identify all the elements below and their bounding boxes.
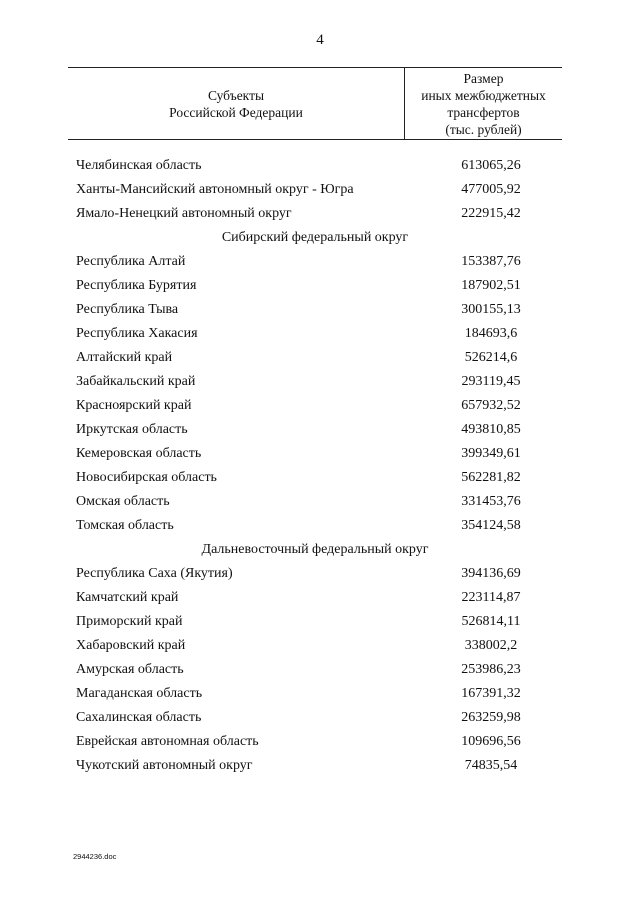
region-name: Камчатский край [76,590,179,605]
transfer-amount: 263259,98 [461,710,521,725]
table-row [68,706,562,730]
transfers-table [68,67,562,778]
table-row [68,466,562,490]
region-name: Хабаровский край [76,638,186,653]
region-name: Кемеровская область [76,446,202,461]
region-name: Республика Хакасия [76,326,198,341]
transfer-amount: 526814,11 [461,614,521,629]
region-name: Республика Бурятия [76,278,197,293]
region-name: Иркутская область [76,422,188,437]
region-name: Еврейская автономная область [76,734,259,749]
table-header [68,67,562,140]
region-name: Омская область [76,494,170,509]
region-name: Ханты-Мансийский автономный округ - Югра [76,182,354,197]
transfer-amount: 399349,61 [461,446,521,461]
table-row [68,610,562,634]
region-name: Республика Саха (Якутия) [76,566,233,581]
table-row [68,658,562,682]
section-heading: Дальневосточный федеральный округ [201,542,429,557]
transfer-amount: 331453,76 [461,494,521,509]
transfer-amount: 222915,42 [461,206,521,221]
region-name: Томская область [76,518,174,533]
table-row [68,586,562,610]
page-number: 4 [316,32,324,48]
region-name: Приморский край [76,614,183,629]
region-name: Амурская область [76,662,184,677]
region-name: Магаданская область [76,686,203,701]
table-row [68,394,562,418]
transfer-amount: 394136,69 [461,566,521,581]
table-row [68,154,562,178]
transfer-amount: 300155,13 [461,302,521,317]
header-amount: Размер иных межбюджетных трансфертов (тыс. рублей) [421,70,546,137]
transfer-amount: 657932,52 [461,398,521,413]
region-name: Забайкальский край [76,374,196,389]
region-name: Алтайский край [76,350,173,365]
transfer-amount: 354124,58 [461,518,521,533]
table-row [68,274,562,298]
table-row [68,370,562,394]
transfer-amount: 613065,26 [461,158,521,173]
table-row [68,682,562,706]
transfer-amount: 526214,6 [464,350,518,365]
footer-doc-name: 2944236.doc [73,852,117,861]
transfer-amount: 167391,32 [461,686,521,701]
transfer-amount: 153387,76 [461,254,521,269]
region-name: Чукотский автономный округ [76,758,253,773]
region-name: Республика Алтай [76,254,186,269]
section-heading: Сибирский федеральный округ [221,230,409,245]
transfer-amount: 562281,82 [461,470,521,485]
table-row [68,514,562,538]
transfer-amount: 74835,54 [464,758,518,773]
table-row [68,178,562,202]
transfer-amount: 184693,6 [464,326,518,341]
table-row [68,346,562,370]
transfer-amount: 477005,92 [461,182,521,197]
region-name: Сахалинская область [76,710,202,725]
table-row [68,322,562,346]
transfer-amount: 293119,45 [461,374,521,389]
region-name: Республика Тыва [76,302,179,317]
table-row [68,418,562,442]
region-name: Челябинская область [76,158,202,173]
transfer-amount: 493810,85 [461,422,521,437]
transfer-amount: 338002,2 [464,638,518,653]
table-row [68,490,562,514]
region-name: Ямало-Ненецкий автономный округ [76,206,292,221]
table-row [68,250,562,274]
table-row [68,202,562,226]
table-row [68,298,562,322]
table-body [68,140,562,778]
table-row [68,442,562,466]
region-name: Новосибирская область [76,470,217,485]
transfer-amount: 253986,23 [461,662,521,677]
transfer-amount: 223114,87 [461,590,521,605]
transfer-amount: 187902,51 [461,278,521,293]
table-row [68,562,562,586]
table-row [68,754,562,778]
table-row [68,634,562,658]
transfer-amount: 109696,56 [461,734,521,749]
region-name: Красноярский край [76,398,192,413]
table-row [68,730,562,754]
header-subject: Субъекты Российской Федерации [68,68,405,139]
